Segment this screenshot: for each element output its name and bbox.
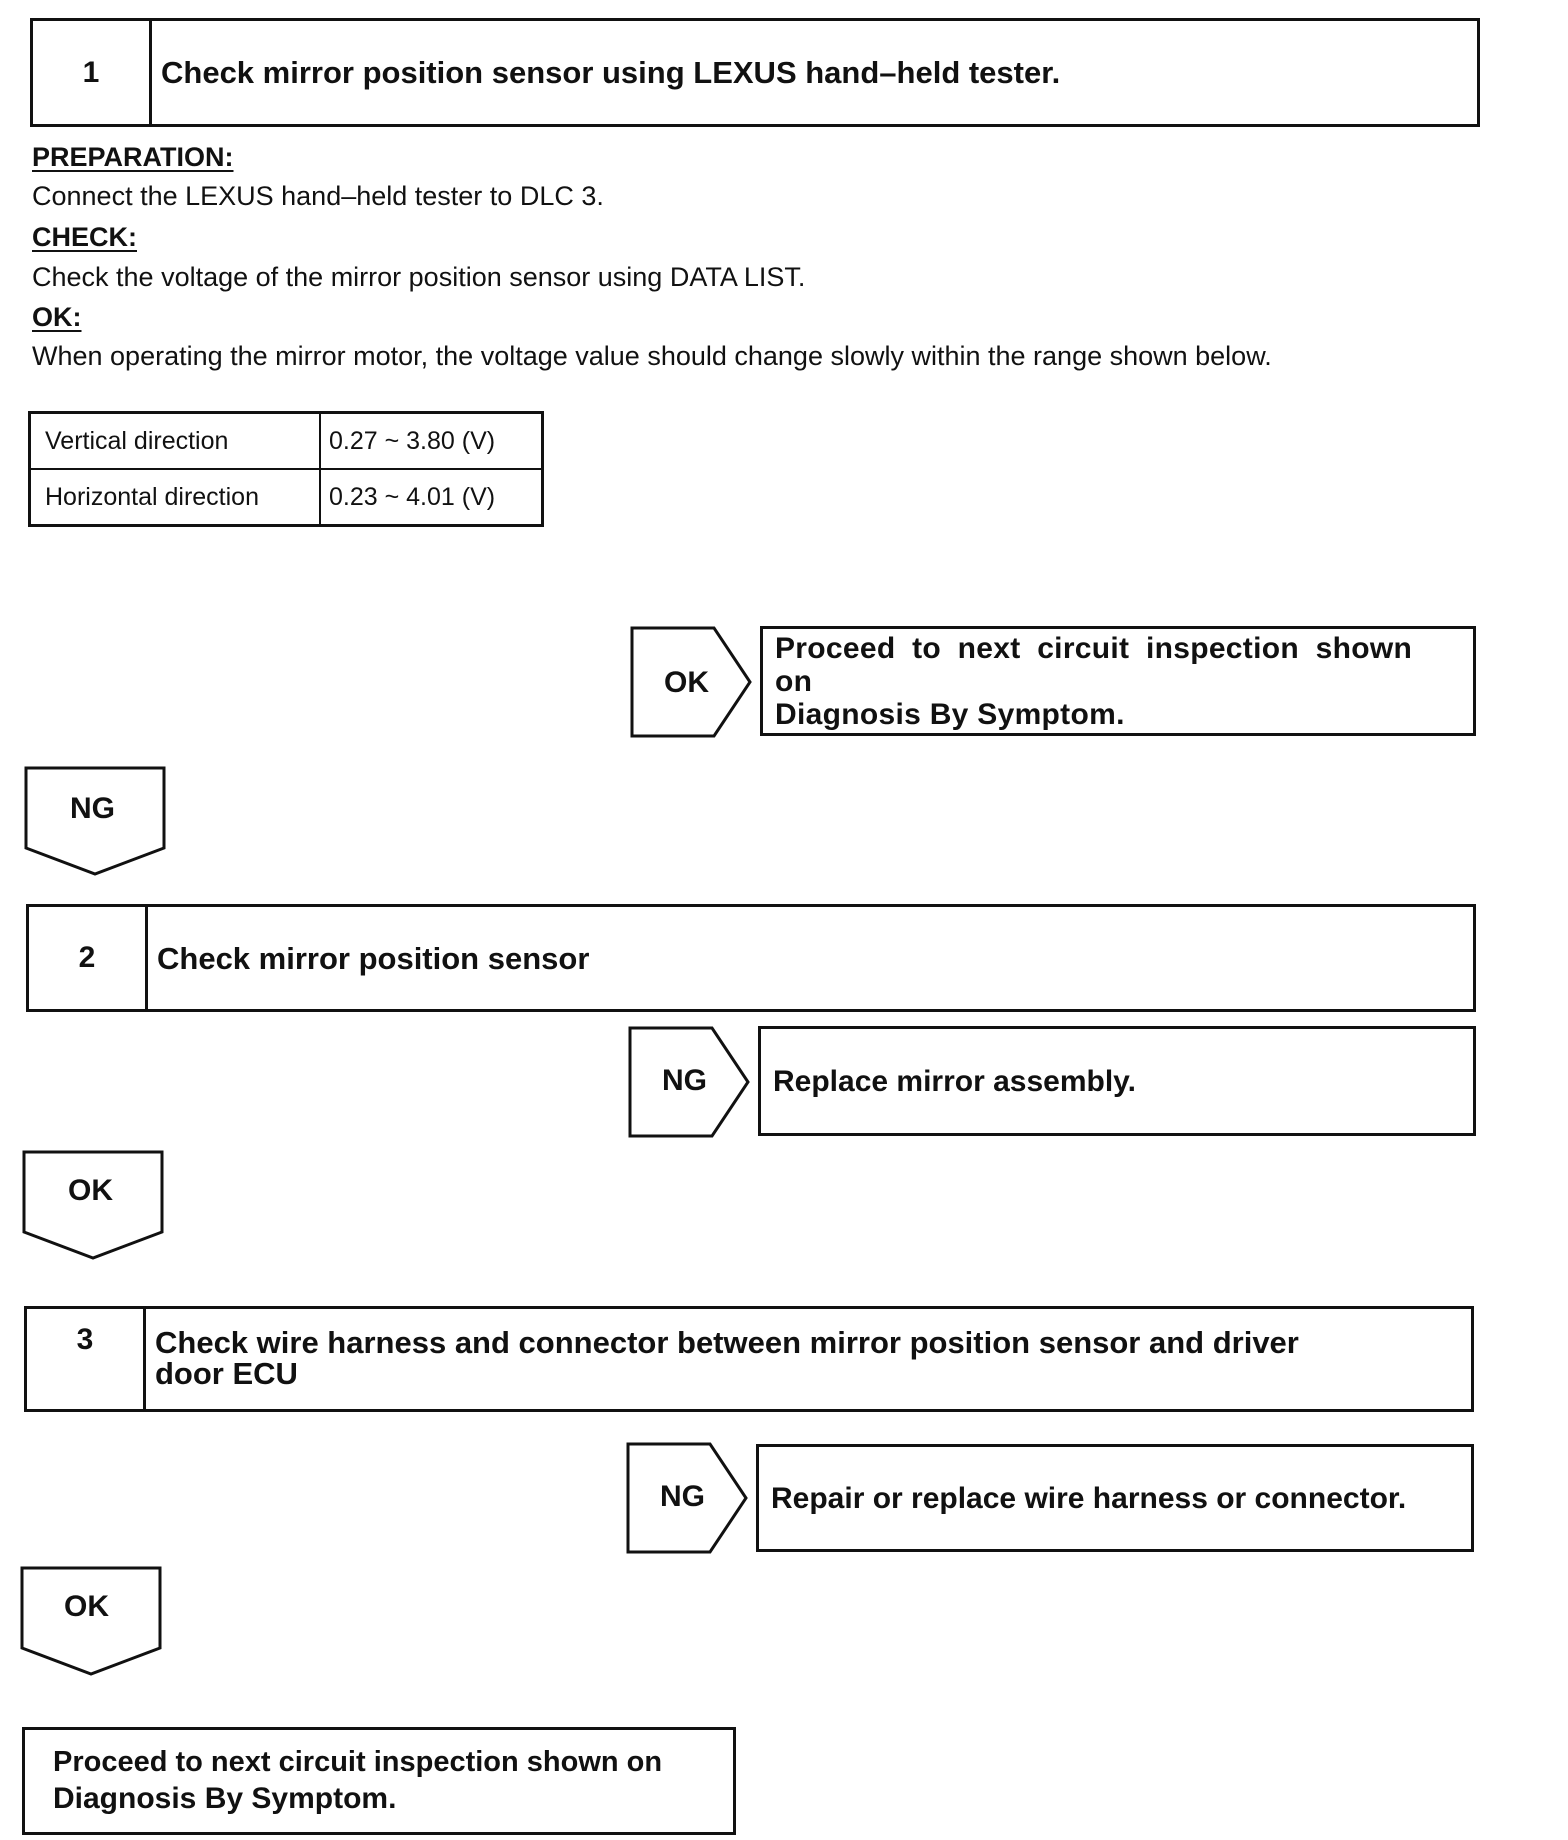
final-action-line2: Diagnosis By Symptom. xyxy=(53,1782,397,1816)
step-3-ok-label: OK xyxy=(64,1590,109,1623)
step-1-ng-arrow xyxy=(24,766,168,878)
step-2-ng-action-text: Replace mirror assembly. xyxy=(773,1064,1136,1098)
preparation-text: Connect the LEXUS hand–held tester to DLC 3. xyxy=(32,181,604,211)
step-3-ng-action xyxy=(756,1444,1474,1552)
ok-heading: OK: xyxy=(32,302,82,332)
step-2-number: 2 xyxy=(29,907,148,1009)
step-2-title: Check mirror position sensor xyxy=(157,940,590,976)
check-heading: CHECK: xyxy=(32,222,137,252)
spec-label-vertical: Vertical direction xyxy=(30,413,321,470)
check-text: Check the voltage of the mirror position sensor using DATA LIST. xyxy=(32,262,806,292)
step-3-box xyxy=(24,1306,1474,1412)
step-2-ok-arrow xyxy=(22,1150,166,1262)
voltage-spec-table xyxy=(28,411,544,527)
step-2-ng-label: NG xyxy=(662,1064,707,1097)
step-1-ok-label: OK xyxy=(664,666,709,699)
final-action-box xyxy=(22,1727,736,1835)
ok-text: When operating the mirror motor, the voltage value should change slowly within the range shown below. xyxy=(32,341,1272,371)
step-3-title xyxy=(155,1309,1461,1409)
step-1-title: Check mirror position sensor using LEXUS hand–held tester. xyxy=(161,55,1061,90)
step-2-ng-arrow xyxy=(628,1026,752,1138)
step-1-ok-action-line2: Diagnosis By Symptom. xyxy=(775,697,1125,731)
step-1-ok-action-line1: Proceed to next circuit inspection shown on xyxy=(775,631,1413,698)
spec-label-horizontal: Horizontal direction xyxy=(30,469,321,526)
step-1-ok-arrow xyxy=(630,626,754,738)
step-2-ok-label: OK xyxy=(68,1174,113,1207)
step-3-title-line1: Check wire harness and connector between mirror position sensor and driver xyxy=(155,1325,1299,1360)
step-1-box xyxy=(30,18,1480,127)
step-3-title-line2: door ECU xyxy=(155,1356,298,1391)
preparation-heading: PREPARATION: xyxy=(32,142,234,172)
step-3-ng-action-text: Repair or replace wire harness or connector. xyxy=(771,1481,1407,1515)
step-1-ok-action xyxy=(760,626,1476,736)
step-1-ng-label: NG xyxy=(70,792,115,825)
step-3-number: 3 xyxy=(27,1309,146,1409)
step-1-number: 1 xyxy=(33,21,152,124)
step-2-ng-action xyxy=(758,1026,1476,1136)
spec-value-vertical: 0.27 ~ 3.80 (V) xyxy=(320,413,543,470)
table-row xyxy=(30,413,543,470)
spec-value-horizontal: 0.23 ~ 4.01 (V) xyxy=(320,469,543,526)
step-3-ng-arrow xyxy=(626,1442,750,1554)
step-2-box xyxy=(26,904,1476,1012)
table-row xyxy=(30,469,543,526)
step-3-ok-arrow xyxy=(20,1566,164,1678)
final-action-line1: Proceed to next circuit inspection shown on xyxy=(53,1745,663,1778)
step-3-ng-label: NG xyxy=(660,1480,705,1513)
